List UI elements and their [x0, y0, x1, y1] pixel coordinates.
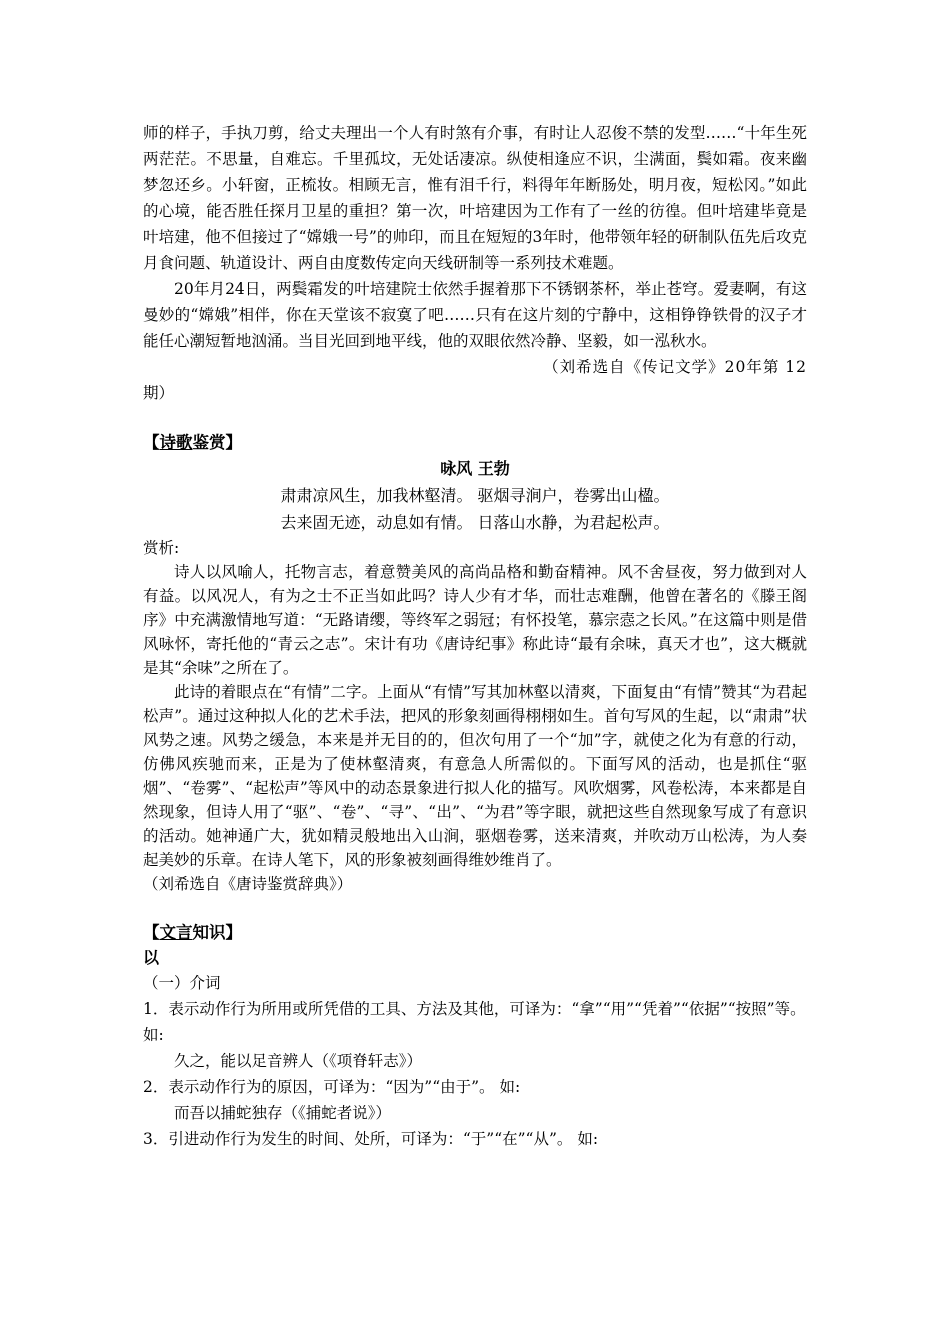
analysis-paragraph-2: 此诗的着眼点在“有情”二字。上面从“有情”写其加林壑以清爽，下面复由“有情”赞其“为君起松声”。通过这种拟人化的艺术手法，把风的形象刻画得栩栩如生。首句写风的生起，以“肃肃”状风势之速。风势之缓急，本来是并无目的的，但次句用了一个“加”字，就使之化为有意的行动，仿佛风疾驰而来，正是为了使林壑清爽，有意急人所需似的。下面写风的活动，也是抓住“驱烟”、“卷雾”、“起松声”等风中的动态景象进行拟人化的描写。风吹烟雾，风卷松涛，本来都是自然现象，但诗人用了“驱”、“卷”、“寻”、“出”、“为君”等字眼，就把这些自然现象写成了有意识的活动。她神通广大，犹如精灵般地出入山涧，驱烟卷雾，送来清爽，并吹动万山松涛，为人奏起美妙的乐章。在诗人笔下，风的形象被刻画得维妙维肖了。: [143, 683, 807, 869]
story-source-line-1: （刘希选自《传记文学》20年第 12: [543, 358, 807, 376]
analysis-source: （刘希选自《唐诗鉴赏辞典》）: [143, 875, 353, 893]
classical-item-3: 3．引进动作行为发生的时间、处所，可译为：“于”“在”“从”。 如:: [143, 1130, 599, 1148]
classical-item-2: 2．表示动作行为的原因，可译为：“因为”“由于”。 如:: [143, 1078, 521, 1096]
poem-line-1: 肃肃凉风生，加我林壑清。 驱烟寻涧户，卷雾出山楹。: [280, 486, 670, 505]
classical-section-heading: 【文言知识】: [143, 923, 242, 942]
classical-example-1: 久之，能以足音辨人（《项脊轩志》）: [174, 1052, 423, 1070]
story-paragraph-1: 师的样子，手执刀剪，给丈夫理出一个人有时煞有介事，有时让人忍俊不禁的发型……“十年生死两茫茫。不思量，自难忘。千里孤坟，无处话凄凉。纵使相逢应不识，尘满面，鬓如霜。夜来幽梦忽还乡。小轩窗，正梳妆。相顾无言，惟有泪千行，料得年年断肠处，明月夜，短松冈。”如此的心境，能否胜任探月卫星的重担？第一次，叶培建因为工作有了一丝的彷徨。但叶培建毕竟是叶培建，他不但接过了“嫦娥一号”的帅印，而且在短短的3年时，他带领年轻的研制队伍先后攻克月食问题、轨道设计、两自由度数传定向天线研制等一系列技术难题。: [143, 124, 807, 272]
poem-line-2: 去来固无迹，动息如有情。 日落山水静，为君起松声。: [280, 513, 670, 532]
analysis-label: 赏析:: [143, 539, 180, 557]
classical-heading-underlined: 文言: [159, 923, 193, 942]
classical-example-2: 而吾以捕蛇独存（《捕蛇者说》）: [174, 1104, 392, 1122]
classical-category: （一）介词: [143, 974, 221, 992]
poetry-section-heading: 【诗歌鉴赏】: [143, 433, 242, 452]
story-paragraph-2: 20年月24日，两鬓霜发的叶培建院士依然手握着那下不锈钢茶杯，举止苍穹。爱妻啊，有这曼妙的“嫦娥”相伴，你在天堂该不寂寞了吧……只有在这片刻的宁静中，这相铮铮铁骨的汉子才能任心潮短暂地汹涌。当目光回到地平线，他的双眼依然冷静、坚毅，如一泓秋水。: [143, 280, 807, 350]
poem-title: 咏风 王勃: [440, 459, 510, 478]
analysis-paragraph-1: 诗人以风喻人，托物言志，着意赞美风的高尚品格和勤奋精神。风不舍昼夜，努力做到对人有益。以风况人，有为之士不正当如此吗？诗人少有才华，而壮志难酬，他曾在著名的《滕王阁序》中充满激情地写道：“无路请缨，等终军之弱冠；有怀投笔，慕宗悫之长风。”在这篇中则是借风咏怀，寄托他的“青云之志”。宋计有功《唐诗纪事》称此诗“最有余味，真天才也”，这大概就是其“余味”之所在了。: [143, 563, 807, 677]
story-source-line-2: 期）: [143, 384, 175, 402]
classical-word: 以: [143, 948, 160, 967]
classical-item-1: 1．表示动作行为所用或所凭借的工具、方法及其他，可译为：“拿”“用”“凭着”“依据”“按照”等。如:: [143, 1000, 806, 1044]
poetry-heading-underlined: 诗歌: [159, 433, 193, 452]
document-page: [143, 120, 807, 1152]
